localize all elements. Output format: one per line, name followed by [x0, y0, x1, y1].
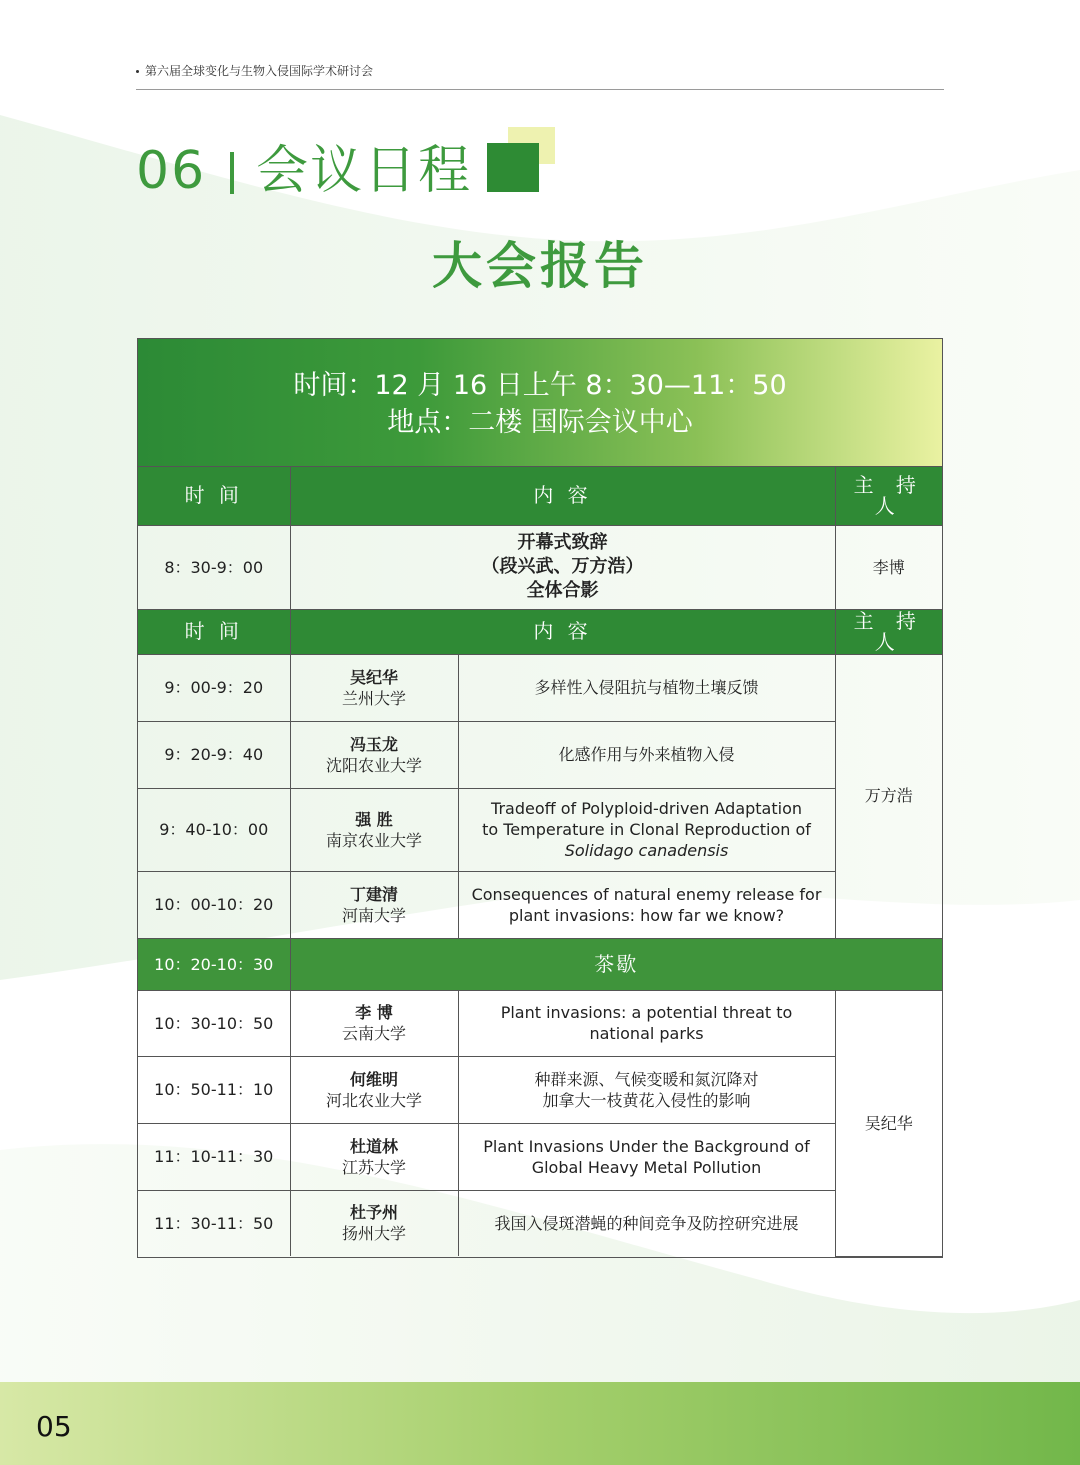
- talk-time: 9：00-9：20: [138, 654, 290, 721]
- talk-title: [458, 990, 835, 1056]
- talk-time: 9：40-10：00: [138, 788, 290, 871]
- speaker-cell: [290, 871, 458, 938]
- talk-title-line: 种群来源、气候变暖和氮沉降对: [534, 1069, 759, 1089]
- table-row: [138, 721, 942, 788]
- opening-host: 李博: [835, 525, 942, 609]
- speaker-name: 丁建清: [349, 884, 398, 904]
- table-row: [138, 654, 942, 721]
- speaker-org: 南京农业大学: [325, 830, 422, 850]
- section-title: [136, 138, 472, 204]
- speaker-org: 沈阳农业大学: [325, 755, 422, 775]
- footer-band: [0, 1382, 1080, 1465]
- speaker-cell: [290, 1123, 458, 1190]
- opening-line2: （段兴武、万方浩）: [481, 556, 644, 577]
- section-name: 会议日程: [256, 141, 473, 201]
- opening-time: 8：30-9：00: [138, 525, 290, 609]
- opening-content: [290, 525, 835, 609]
- table-row: [138, 1190, 942, 1256]
- speaker-org: 河北农业大学: [325, 1090, 422, 1110]
- speaker-name: 杜予州: [349, 1203, 398, 1223]
- speaker-cell: [290, 654, 458, 721]
- speaker-org: 扬州大学: [341, 1224, 406, 1244]
- opening-line1: 开幕式致辞: [517, 532, 608, 553]
- talk-time: 10：00-10：20: [138, 871, 290, 938]
- speaker-org: 江苏大学: [341, 1157, 406, 1177]
- talk-title-line: national parks: [589, 1024, 704, 1043]
- talk-title: 多样性入侵阻抗与植物土壤反馈: [458, 654, 835, 721]
- table-row: [138, 1123, 942, 1190]
- speaker-org: 云南大学: [341, 1024, 406, 1043]
- session2-host: 吴纪华: [835, 990, 942, 1256]
- talk-time: 11：10-11：30: [138, 1123, 290, 1190]
- speaker-cell: [290, 1056, 458, 1123]
- schedule-table: [137, 338, 943, 1258]
- table-row: [138, 990, 942, 1056]
- talk-time: 11：30-11：50: [138, 1190, 290, 1256]
- speaker-org: 兰州大学: [341, 688, 406, 708]
- banner-time: 时间：12 月 16 日上午 8：30—11：50: [293, 370, 787, 401]
- column-header-row-2: [138, 609, 942, 654]
- talk-title-line: plant invasions: how far we know?: [508, 905, 785, 925]
- talk-title-line: Plant invasions: a potential threat to: [500, 1003, 793, 1022]
- talk-title: [458, 871, 835, 938]
- speaker-name: 李 博: [355, 1003, 393, 1022]
- conference-header: [136, 62, 944, 90]
- speaker-name: 杜道林: [349, 1136, 398, 1156]
- header-host: 主 持 人: [835, 467, 942, 525]
- speaker-cell: [290, 788, 458, 871]
- header-content: 内 容: [290, 467, 835, 525]
- speaker-org: 河南大学: [341, 905, 406, 925]
- conference-name: 第六届全球变化与生物入侵国际学术研讨会: [145, 64, 374, 78]
- opening-row: [138, 525, 942, 609]
- header-time: 时 间: [138, 467, 290, 525]
- talk-title: [458, 1056, 835, 1123]
- talk-title: [458, 1123, 835, 1190]
- column-header-row: [138, 467, 942, 525]
- bullet-dot: [136, 70, 139, 73]
- tea-break-row: [138, 938, 942, 990]
- talk-title-line: Tradeoff of Polyploid-driven Adaptation: [491, 799, 802, 818]
- talk-title: 化感作用与外来植物入侵: [458, 721, 835, 788]
- speaker-cell: [290, 990, 458, 1056]
- agenda-grid: [138, 467, 942, 1257]
- talk-title-line: Global Heavy Metal Pollution: [531, 1157, 762, 1177]
- session1-host: 万方浩: [835, 654, 942, 938]
- talk-time: 10：50-11：10: [138, 1056, 290, 1123]
- speaker-cell: [290, 1190, 458, 1256]
- talk-time: 9：20-9：40: [138, 721, 290, 788]
- page-number: 05: [36, 1410, 72, 1443]
- table-row: [138, 871, 942, 938]
- table-row: [138, 1056, 942, 1123]
- banner-place: 地点：二楼 国际会议中心: [387, 407, 693, 438]
- talk-title-line: Consequences of natural enemy release for: [471, 884, 822, 904]
- talk-title-line: to Temperature in Clonal Reproduction of: [482, 820, 811, 839]
- header-host-2: 主 持 人: [835, 609, 942, 654]
- break-label: 茶歇: [290, 938, 942, 990]
- title-separator: [230, 152, 234, 194]
- header-time-2: 时 间: [138, 609, 290, 654]
- talk-title: 我国入侵斑潜蝇的种间竞争及防控研究进展: [458, 1190, 835, 1256]
- talk-title-line: Plant Invasions Under the Background of: [483, 1136, 810, 1156]
- break-time: 10：20-10：30: [138, 938, 290, 990]
- section-number: 06: [136, 141, 207, 201]
- talk-title: [458, 788, 835, 871]
- speaker-name: 吴纪华: [349, 667, 398, 687]
- talk-title-line: 加拿大一枝黄花入侵性的影响: [542, 1090, 751, 1110]
- schedule-banner: [138, 339, 942, 467]
- species-name: Solidago canadensis: [564, 841, 729, 860]
- page-title: 大会报告: [432, 237, 648, 295]
- speaker-name: 冯玉龙: [349, 734, 398, 754]
- speaker-name: 何维明: [349, 1069, 398, 1089]
- table-row: [138, 788, 942, 871]
- header-content-2: 内 容: [290, 609, 835, 654]
- talk-time: 10：30-10：50: [138, 990, 290, 1056]
- opening-line3: 全体合影: [526, 580, 599, 601]
- speaker-cell: [290, 721, 458, 788]
- decorative-green-square: [487, 143, 539, 192]
- talk-title-line: [465, 840, 829, 861]
- speaker-name: 强 胜: [355, 809, 393, 829]
